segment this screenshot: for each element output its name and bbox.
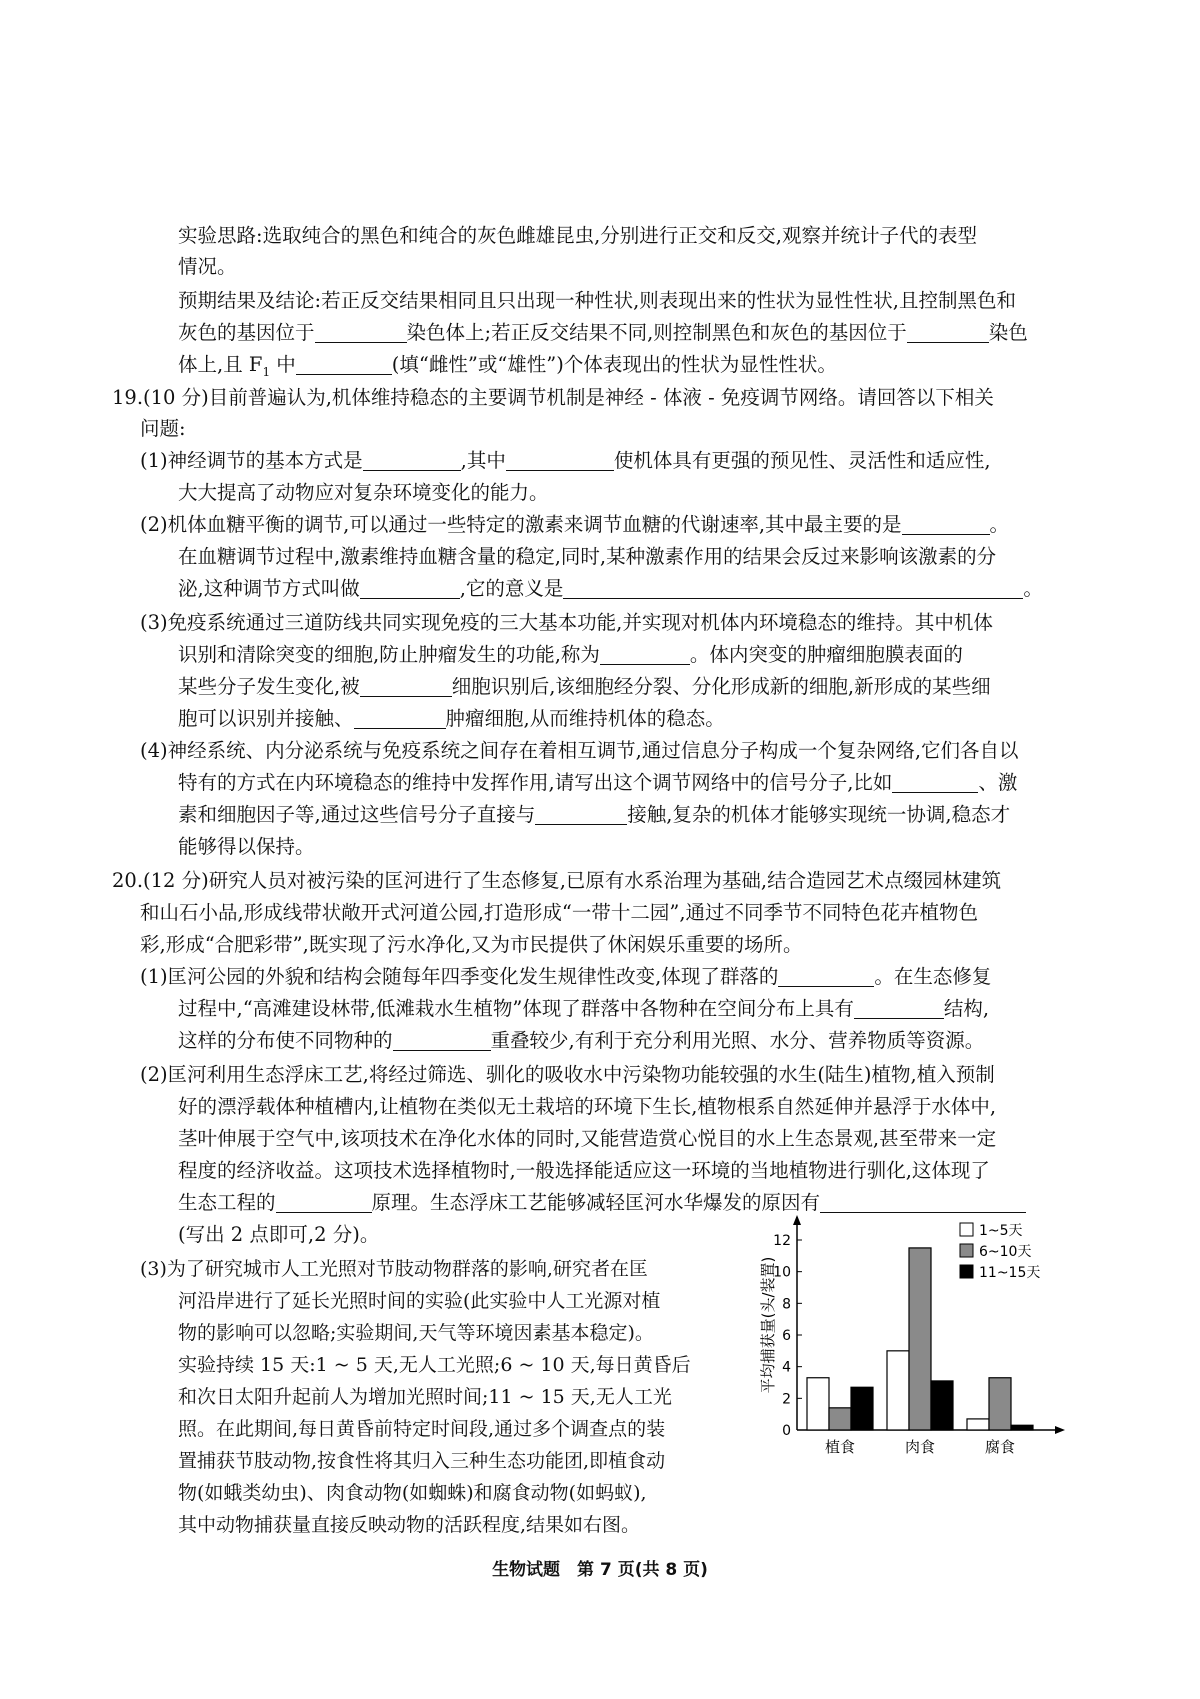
legend-swatch [960, 1244, 973, 1257]
legend-label: 11~15天 [979, 1265, 1041, 1281]
bar-3-2 [989, 1378, 1011, 1430]
answer-blank[interactable] [363, 448, 461, 471]
text-span: 重叠较少,有利于充分利用光照、水分、营养物质等资源。 [490, 1029, 985, 1052]
text-span: 中 [270, 353, 296, 376]
q20-part3-line2: 河沿岸进行了延长光照时间的实验(此实验中人工光源对植 [178, 1290, 661, 1312]
text-span: (2)机体血糖平衡的调节,可以通过一些特定的激素来调节血糖的代谢速率,其中最主要的是 [140, 513, 902, 536]
q20-part1-line3 [178, 1026, 984, 1056]
q20-part3-line6: 照。在此期间,每日黄昏前特定时间段,通过多个调查点的装 [178, 1418, 666, 1440]
bar-1-2 [829, 1408, 851, 1430]
text-span: 过程中,“高滩建设林带,低滩栽水生植物”体现了群落中各物种在空间分布上具有 [178, 997, 854, 1020]
q18-line-4 [178, 318, 1028, 348]
text-span: (填“雌性”或“雄性”)个体表现出的性状为显性性状。 [391, 353, 837, 376]
text-span: 。在生态修复 [874, 965, 992, 988]
y-axis-arrow [793, 1215, 801, 1225]
y-axis-label: 平均捕获量(头/装置) [759, 1256, 777, 1394]
q18-line-3: 预期结果及结论:若正反交结果相同且只出现一种性状,则表现出来的性状为显性性状,且控制黑色和 [178, 289, 1016, 312]
bar-2-3 [931, 1381, 953, 1430]
y-tick-label: 10 [773, 1264, 791, 1281]
text-span: 识别和清除突变的细胞,防止肿瘤发生的功能,称为 [178, 643, 600, 666]
answer-blank[interactable] [854, 996, 944, 1019]
text-span: 肿瘤细胞,从而维持机体的稳态。 [445, 707, 725, 730]
text-span: 泌,这种调节方式叫做 [178, 577, 360, 600]
text-span: 素和细胞因子等,通过这些信号分子直接与 [178, 803, 536, 826]
q19-part2-line2: 在血糖调节过程中,激素维持血糖含量的稳定,同时,某种激素作用的结果会反过来影响该激素的分 [178, 545, 997, 568]
legend-label: 1~5天 [979, 1223, 1023, 1239]
q20-part2-line6: (写出 2 点即可,2 分)。 [178, 1223, 380, 1246]
answer-blank[interactable] [276, 1190, 372, 1213]
text-span: 生态工程的 [178, 1191, 276, 1214]
answer-blank[interactable] [506, 448, 614, 471]
q18-line-2: 情况。 [178, 255, 237, 278]
q19-part2-line1 [140, 510, 1009, 540]
q20-part3-line9: 其中动物捕获量直接反映动物的活跃程度,结果如右图。 [178, 1514, 641, 1536]
y-tick-label: 12 [773, 1233, 791, 1249]
text-span: 原理。生态浮床工艺能够减轻匡河水华爆发的原因有 [371, 1191, 821, 1214]
bar-1-3 [851, 1387, 873, 1430]
text-span: 。体内突变的肿瘤细胞膜表面的 [689, 643, 963, 666]
y-tick-label: 2 [782, 1391, 791, 1408]
q19-part3-line3 [178, 672, 991, 702]
capture-bar-chart [755, 1205, 1095, 1475]
q19-part4-line2 [178, 768, 1017, 798]
answer-blank[interactable] [360, 674, 452, 697]
q19-heading-1: 19.(10 分)目前普遍认为,机体维持稳态的主要调节机制是神经 - 体液 - 免疫调节网络。请回答以下相关 [112, 386, 994, 409]
text-span: 体上,且 F [178, 353, 263, 376]
q18-line-1: 实验思路:选取纯合的黑色和纯合的灰色雌雄昆虫,分别进行正交和反交,观察并统计子代的表型 [178, 224, 977, 247]
q19-part4-line3 [178, 800, 1010, 830]
q20-part1-line1 [140, 962, 991, 992]
legend-swatch [960, 1223, 973, 1236]
q19-part1-line2: 大大提高了动物应对复杂环境变化的能力。 [178, 481, 549, 504]
subscript: 1 [262, 364, 271, 379]
bar-3-1 [967, 1419, 989, 1430]
q20-part3-line8: 物(如蛾类幼虫)、肉食动物(如蜘蛛)和腐食动物(如蚂蚁), [178, 1482, 647, 1504]
text-span: ,其中 [460, 449, 506, 472]
text-span: 结构, [943, 997, 990, 1020]
text-span: 染色 [988, 321, 1028, 344]
q20-part3-line1: (3)为了研究城市人工光照对节肢动物群落的影响,研究者在匡 [140, 1258, 648, 1280]
legend-label: 6~10天 [979, 1244, 1032, 1260]
q20-part1-line2 [178, 994, 989, 1024]
x-tick-label: 腐食 [984, 1438, 1016, 1456]
y-tick-label: 0 [782, 1423, 791, 1439]
text-span: 使机体具有更强的预见性、灵活性和适应性, [613, 449, 991, 472]
text-span: 接触,复杂的机体才能够实现统一协调,稳态才 [627, 803, 1011, 826]
bar-3-3 [1011, 1425, 1033, 1430]
text-span: 。 [989, 513, 1010, 536]
q20-heading-2: 和山石小品,形成线带状敞开式河道公园,打造形成“一带十二园”,通过不同季节不同特色花卉植物色 [140, 901, 979, 924]
text-span: 灰色的基因位于 [178, 321, 315, 344]
text-span: 胞可以识别并接触、 [178, 707, 354, 730]
answer-blank[interactable] [315, 320, 407, 343]
q20-heading-3: 彩,形成“合肥彩带”,既实现了污水净化,又为市民提供了休闲娱乐重要的场所。 [140, 933, 803, 956]
answer-blank[interactable] [907, 320, 989, 343]
q18-line-5 [178, 350, 837, 387]
q19-part3-line4 [178, 704, 725, 734]
q20-part2-line3: 茎叶伸展于空气中,该项技术在净化水体的同时,又能营造赏心悦目的水上生态景观,甚至带来一定 [178, 1127, 997, 1150]
y-tick-label: 8 [782, 1296, 791, 1313]
q19-heading-2: 问题: [140, 417, 186, 440]
q20-part2-line1: (2)匡河利用生态浮床工艺,将经过筛选、驯化的吸收水中污染物功能较强的水生(陆生)植物,植入预制 [140, 1063, 995, 1086]
answer-blank[interactable] [902, 512, 990, 535]
bar-1-1 [807, 1378, 829, 1430]
q19-part4-line4: 能够得以保持。 [178, 835, 315, 858]
bar-2-1 [887, 1351, 909, 1430]
q20-part2-line4: 程度的经济收益。这项技术选择植物时,一般选择能适应这一环境的当地植物进行驯化,这体现了 [178, 1159, 990, 1182]
text-span: ,它的意义是 [459, 577, 564, 600]
answer-blank[interactable] [892, 770, 978, 793]
bar-2-2 [909, 1248, 931, 1430]
text-span: (1)神经调节的基本方式是 [140, 449, 363, 472]
legend-swatch [960, 1265, 973, 1278]
y-tick-label: 4 [782, 1359, 791, 1376]
q20-part3-line5: 和次日太阳升起前人为增加光照时间;11 ~ 15 天,无人工光 [178, 1386, 672, 1408]
q19-part1-line1 [140, 446, 991, 476]
answer-blank[interactable] [778, 964, 874, 987]
q20-part2-line2: 好的漂浮载体种植槽内,让植物在类似无土栽培的环境下生长,植物根系自然延伸并悬浮于水体中, [178, 1095, 997, 1118]
answer-blank[interactable] [600, 642, 690, 665]
x-tick-label: 肉食 [904, 1438, 936, 1456]
q20-part3-line3: 物的影响可以忽略;实验期间,天气等环境因素基本稳定)。 [178, 1322, 654, 1344]
q20-part3-line7: 置捕获节肢动物,按食性将其归入三种生态功能团,即植食动 [178, 1450, 666, 1472]
x-axis-arrow [1055, 1426, 1065, 1434]
text-span: 特有的方式在内环境稳态的维持中发挥作用,请写出这个调节网络中的信号分子,比如 [178, 771, 893, 794]
answer-blank[interactable] [563, 576, 1023, 599]
answer-blank[interactable] [296, 352, 392, 375]
answer-blank[interactable] [393, 1028, 491, 1051]
q19-part3-line2 [178, 640, 963, 670]
q20-part3-line4: 实验持续 15 天:1 ~ 5 天,无人工光照;6 ~ 10 天,每日黄昏后 [178, 1354, 691, 1376]
x-tick-label: 植食 [824, 1438, 856, 1456]
answer-blank[interactable] [535, 802, 627, 825]
y-tick-label: 6 [782, 1328, 791, 1344]
text-span: 某些分子发生变化,被 [178, 675, 360, 698]
page-footer: 生物试题 第 7 页(共 8 页) [492, 1560, 708, 1580]
text-span: 这样的分布使不同物种的 [178, 1029, 393, 1052]
text-span: 细胞识别后,该细胞经分裂、分化形成新的细胞,新形成的某些细 [451, 675, 991, 698]
q19-part4-line1: (4)神经系统、内分泌系统与免疫系统之间存在着相互调节,通过信息分子构成一个复杂网络,它们各自以 [140, 739, 1019, 762]
q20-heading-1: 20.(12 分)研究人员对被污染的匡河进行了生态修复,已原有水系治理为基础,结合造园艺术点缀园林建筑 [112, 869, 1002, 892]
text-span: 。 [1023, 577, 1043, 600]
q19-part2-line3 [178, 574, 1043, 604]
text-span: 染色体上;若正反交结果不同,则控制黑色和灰色的基因位于 [406, 321, 907, 344]
text-span: 、激 [978, 771, 1018, 794]
q19-part3-line1: (3)免疫系统通过三道防线共同实现免疫的三大基本功能,并实现对机体内环境稳态的维持。其中机体 [140, 611, 993, 634]
text-span: (1)匡河公园的外貌和结构会随每年四季变化发生规律性改变,体现了群落的 [140, 965, 779, 988]
answer-blank[interactable] [354, 706, 446, 729]
answer-blank[interactable] [360, 576, 460, 599]
